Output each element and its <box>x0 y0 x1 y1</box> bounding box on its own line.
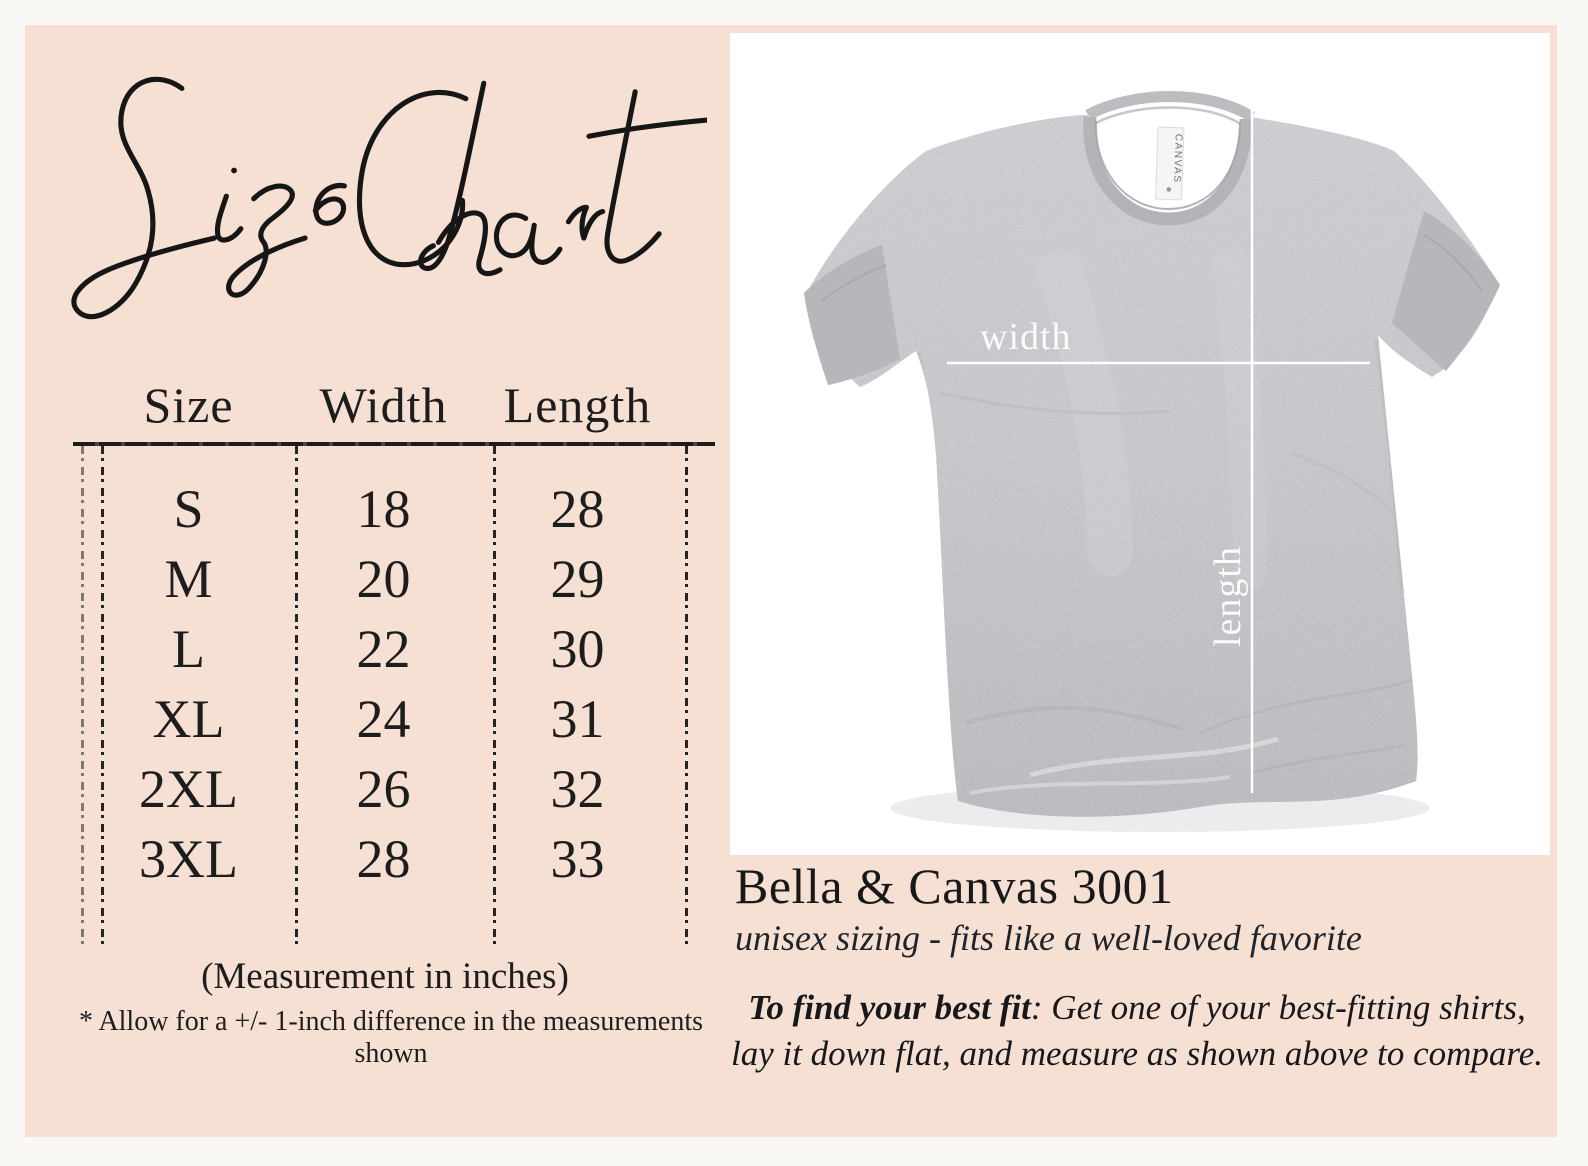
units-note: (Measurement in inches) <box>201 956 569 997</box>
page-title <box>57 67 707 339</box>
tshirt-illustration <box>730 33 1550 855</box>
size-cell: 29 <box>550 549 605 609</box>
size-cell: 28 <box>356 829 411 889</box>
neck-tag-text: CANVAS <box>1171 133 1184 184</box>
size-cell: 26 <box>356 759 411 819</box>
length-label: length <box>1207 546 1249 647</box>
size-cell: 24 <box>356 689 411 749</box>
neck-tag <box>1155 127 1183 200</box>
size-cell: 2XL <box>139 759 238 819</box>
peach-background <box>25 25 1557 1137</box>
header-width: Width <box>319 377 448 433</box>
fit-tip <box>711 985 1563 1077</box>
size-table <box>65 370 717 1070</box>
size-cell: 20 <box>356 549 411 609</box>
size-table-header <box>90 376 675 434</box>
tshirt-body-group <box>730 33 1550 855</box>
size-cell: 3XL <box>139 829 238 889</box>
fit-tip-rest: : Get one of your best-fitting shirts, <box>1030 988 1526 1027</box>
product-name: Bella & Canvas 3001 <box>735 858 1174 914</box>
size-cell: S <box>173 479 204 539</box>
size-cell: L <box>172 619 205 679</box>
shirt-photo <box>730 33 1550 855</box>
fit-tip-line2: lay it down flat, and measure as shown above to compare. <box>730 1034 1544 1074</box>
fit-tip-lead: To find your best fit <box>748 988 1031 1027</box>
table-line-right <box>685 446 688 946</box>
header-size: Size <box>143 377 234 433</box>
table-line-left-outer <box>81 446 84 946</box>
size-cell: 32 <box>550 759 605 819</box>
table-rule <box>73 442 715 446</box>
size-cell: 33 <box>550 829 605 889</box>
size-cell: 22 <box>356 619 411 679</box>
tolerance-disclaimer: * Allow for a +/- 1-inch difference in the measurements shown <box>78 1006 704 1069</box>
product-info <box>711 857 1563 1077</box>
size-cell: XL <box>152 689 225 749</box>
script-title-art <box>57 67 707 339</box>
product-tagline: unisex sizing - fits like a well-loved favorite <box>735 918 1362 958</box>
width-label: width <box>980 316 1072 358</box>
size-cell: 31 <box>550 689 605 749</box>
size-cell: M <box>164 549 213 609</box>
size-rows <box>90 474 675 894</box>
size-cell: 30 <box>550 619 605 679</box>
header-length: Length <box>503 377 652 433</box>
size-cell: 28 <box>550 479 605 539</box>
size-cell: 18 <box>356 479 411 539</box>
